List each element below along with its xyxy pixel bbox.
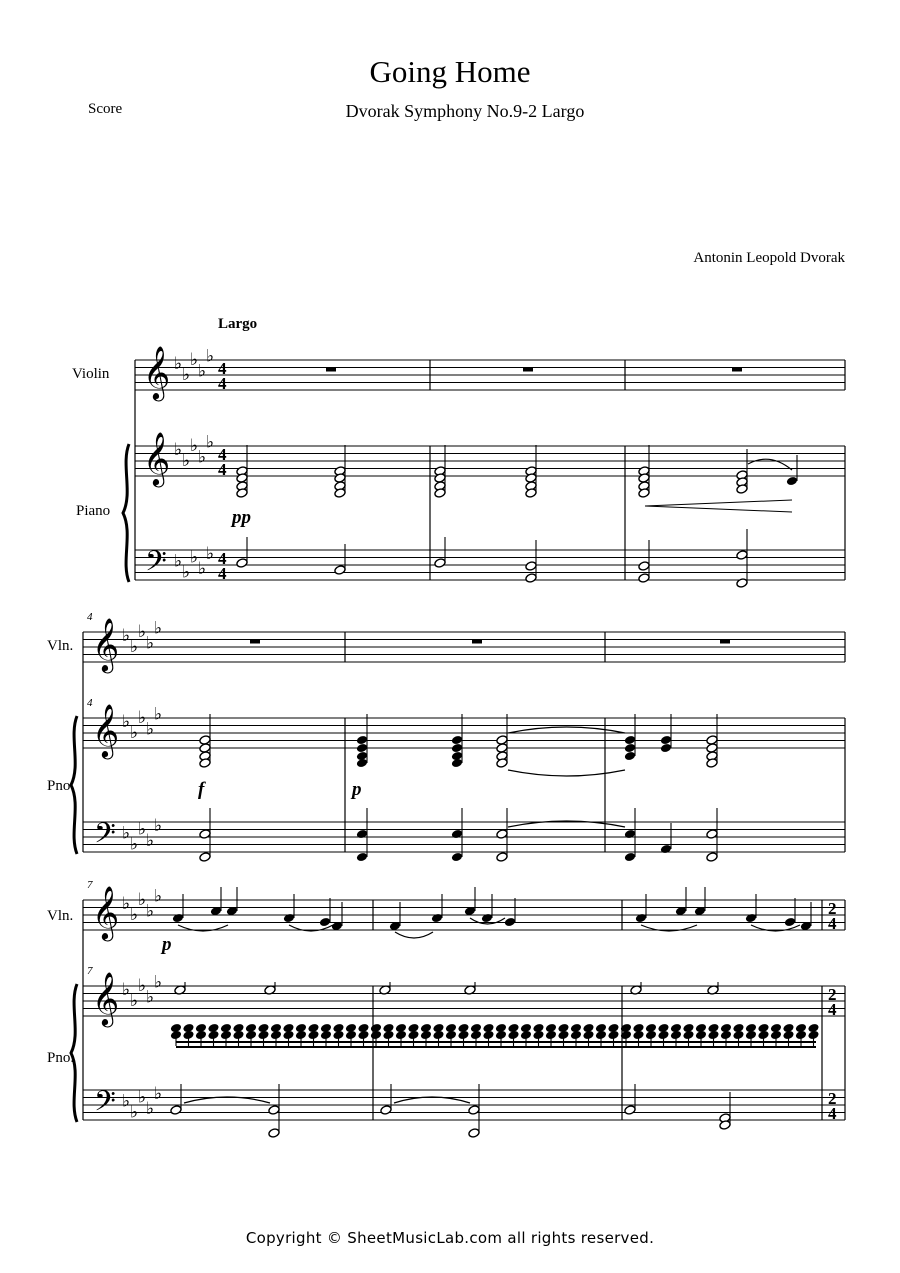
flat-icon: ♭ [146, 633, 155, 654]
page-subtitle: Dvorak Symphony No.9-2 Largo [345, 101, 585, 121]
half-note-head [434, 558, 446, 569]
note-head [624, 743, 636, 754]
note-head [283, 913, 295, 924]
half-note-head [706, 852, 718, 863]
time-signature-bottom: 4 [828, 1104, 837, 1123]
note-head [356, 852, 368, 863]
tempo-marking: Largo [218, 316, 258, 332]
time-signature-top: 4 [218, 445, 227, 464]
half-note-head [638, 561, 650, 572]
note-head [356, 758, 368, 769]
flat-icon: ♭ [138, 819, 147, 840]
time-signature-top: 2 [828, 985, 837, 1004]
flat-icon: ♭ [130, 991, 139, 1011]
note-head [172, 913, 184, 924]
measure-number: 4 [87, 697, 93, 709]
flat-icon: ♭ [130, 1102, 139, 1123]
whole-rest [523, 368, 533, 372]
treble-clef-icon: 𝄞 [92, 885, 120, 939]
crescendo-line [645, 500, 792, 506]
note-head [660, 844, 672, 855]
flat-icon: ♭ [154, 886, 163, 907]
flat-icon: ♭ [146, 719, 155, 740]
flat-icon: ♭ [130, 723, 139, 743]
slur [395, 932, 433, 938]
note-head [356, 743, 368, 754]
piano-brace [123, 444, 129, 582]
half-note-head [199, 852, 211, 863]
instrument-label-piano: Pno. [47, 778, 75, 794]
time-signature-top: 4 [218, 549, 227, 568]
flat-icon: ♭ [174, 353, 183, 374]
treble-clef-icon: 𝄞 [143, 345, 171, 399]
whole-rest [472, 640, 482, 644]
time-signature-top: 2 [828, 899, 837, 918]
time-signature-bottom: 4 [218, 564, 227, 583]
half-note-head [170, 1105, 182, 1116]
treble-clef-icon: 𝄞 [92, 703, 120, 757]
half-note-head [706, 829, 718, 840]
flat-icon: ♭ [146, 901, 155, 922]
flat-icon: ♭ [206, 432, 215, 453]
flat-icon: ♭ [130, 637, 139, 657]
time-signature-bottom: 4 [218, 460, 227, 479]
flat-icon: ♭ [174, 551, 183, 572]
flat-icon: ♭ [206, 543, 215, 564]
half-note-head [496, 829, 508, 840]
instrument-label-piano: Pno. [47, 1050, 75, 1066]
half-note-head [736, 550, 748, 561]
note-head [431, 913, 443, 924]
flat-icon: ♭ [154, 815, 163, 836]
flat-icon: ♭ [174, 439, 183, 460]
note-head [356, 829, 368, 840]
flat-icon: ♭ [130, 905, 139, 925]
flat-icon: ♭ [146, 1098, 155, 1119]
flat-icon: ♭ [122, 893, 131, 914]
measure-number: 4 [87, 611, 93, 623]
time-signature-bottom: 4 [218, 374, 227, 393]
flat-icon: ♭ [138, 622, 147, 642]
note-head [451, 743, 463, 754]
page-title: Going Home [369, 54, 531, 89]
time-signature-bottom: 4 [828, 914, 837, 933]
flat-icon: ♭ [122, 823, 131, 844]
flat-icon: ♭ [154, 618, 163, 639]
note-head [624, 852, 636, 863]
note-head [319, 917, 331, 928]
flat-icon: ♭ [182, 365, 191, 385]
half-note-head [334, 565, 346, 576]
note-head [624, 829, 636, 840]
flat-icon: ♭ [130, 834, 139, 855]
crescendo-line [645, 506, 792, 512]
flat-icon: ♭ [154, 704, 163, 725]
note-head [745, 913, 757, 924]
half-note-head [268, 1105, 280, 1116]
copyright-footer: Copyright © SheetMusicLab.com all rights reserved. [245, 1229, 655, 1247]
bass-clef-icon: 𝄢 [145, 545, 167, 585]
note-head [624, 751, 636, 762]
half-note-head [525, 561, 537, 572]
note-head [635, 913, 647, 924]
note-head [481, 913, 493, 924]
flat-icon: ♭ [154, 972, 163, 993]
whole-rest [250, 640, 260, 644]
flat-icon: ♭ [138, 708, 147, 728]
flat-icon: ♭ [182, 451, 191, 471]
flat-icon: ♭ [122, 711, 131, 732]
half-note-head [380, 1105, 392, 1116]
half-note-head [236, 558, 248, 569]
flat-icon: ♭ [138, 1087, 147, 1108]
time-signature-top: 2 [828, 1089, 837, 1108]
whole-rest [732, 368, 742, 372]
flat-icon: ♭ [146, 987, 155, 1008]
slur [508, 727, 625, 733]
flat-icon: ♭ [122, 979, 131, 1000]
dynamic-f: f [198, 779, 205, 800]
bass-clef-icon: 𝄢 [94, 1085, 116, 1125]
score-label: Score [88, 101, 123, 117]
instrument-label-piano: Piano [76, 503, 111, 519]
measure-number: 7 [87, 965, 93, 977]
flat-icon: ♭ [198, 361, 207, 382]
note-head [624, 735, 636, 746]
dynamic-p: p [352, 779, 362, 800]
half-note-head [624, 1105, 636, 1116]
slur [508, 770, 625, 776]
note-head [451, 735, 463, 746]
note-head [356, 735, 368, 746]
flat-icon: ♭ [190, 350, 199, 370]
treble-clef-icon: 𝄞 [92, 617, 120, 671]
instrument-label-violin: Violin [72, 366, 110, 382]
treble-clef-icon: 𝄞 [92, 971, 120, 1025]
time-signature-top: 4 [218, 359, 227, 378]
flat-icon: ♭ [198, 447, 207, 468]
flat-icon: ♭ [182, 562, 191, 583]
note-head [451, 852, 463, 863]
dynamic-pp: pp [232, 507, 251, 528]
instrument-label-violin: Vln. [47, 638, 74, 654]
note-head [451, 829, 463, 840]
whole-rest [720, 640, 730, 644]
dynamic-p-violin: p [162, 934, 172, 955]
whole-rest [326, 368, 336, 372]
note-head [784, 917, 796, 928]
half-note-head [268, 1128, 280, 1139]
flat-icon: ♭ [122, 1091, 131, 1112]
time-signature-bottom: 4 [828, 1000, 837, 1019]
flat-icon: ♭ [154, 1083, 163, 1104]
note-head [504, 917, 516, 928]
flat-icon: ♭ [146, 830, 155, 851]
flat-icon: ♭ [122, 625, 131, 646]
note-head [786, 476, 798, 487]
instrument-label-violin: Vln. [47, 908, 74, 924]
half-note-head [525, 573, 537, 584]
half-note-head [199, 829, 211, 840]
bass-clef-icon: 𝄢 [94, 817, 116, 857]
flat-icon: ♭ [138, 890, 147, 910]
treble-clef-icon: 𝄞 [143, 431, 171, 485]
composer-name: Antonin Leopold Dvorak [693, 250, 845, 266]
note-head [660, 735, 672, 746]
flat-icon: ♭ [138, 976, 147, 996]
half-note-head [496, 852, 508, 863]
flat-icon: ♭ [190, 436, 199, 456]
half-note-head [468, 1128, 480, 1139]
half-note-head [638, 573, 650, 584]
note-head [660, 743, 672, 754]
measure-number: 7 [87, 879, 93, 891]
half-note-head [736, 578, 748, 589]
flat-icon: ♭ [206, 346, 215, 367]
flat-icon: ♭ [190, 547, 199, 568]
half-note-head [468, 1105, 480, 1116]
flat-icon: ♭ [198, 558, 207, 579]
note-head [451, 758, 463, 769]
